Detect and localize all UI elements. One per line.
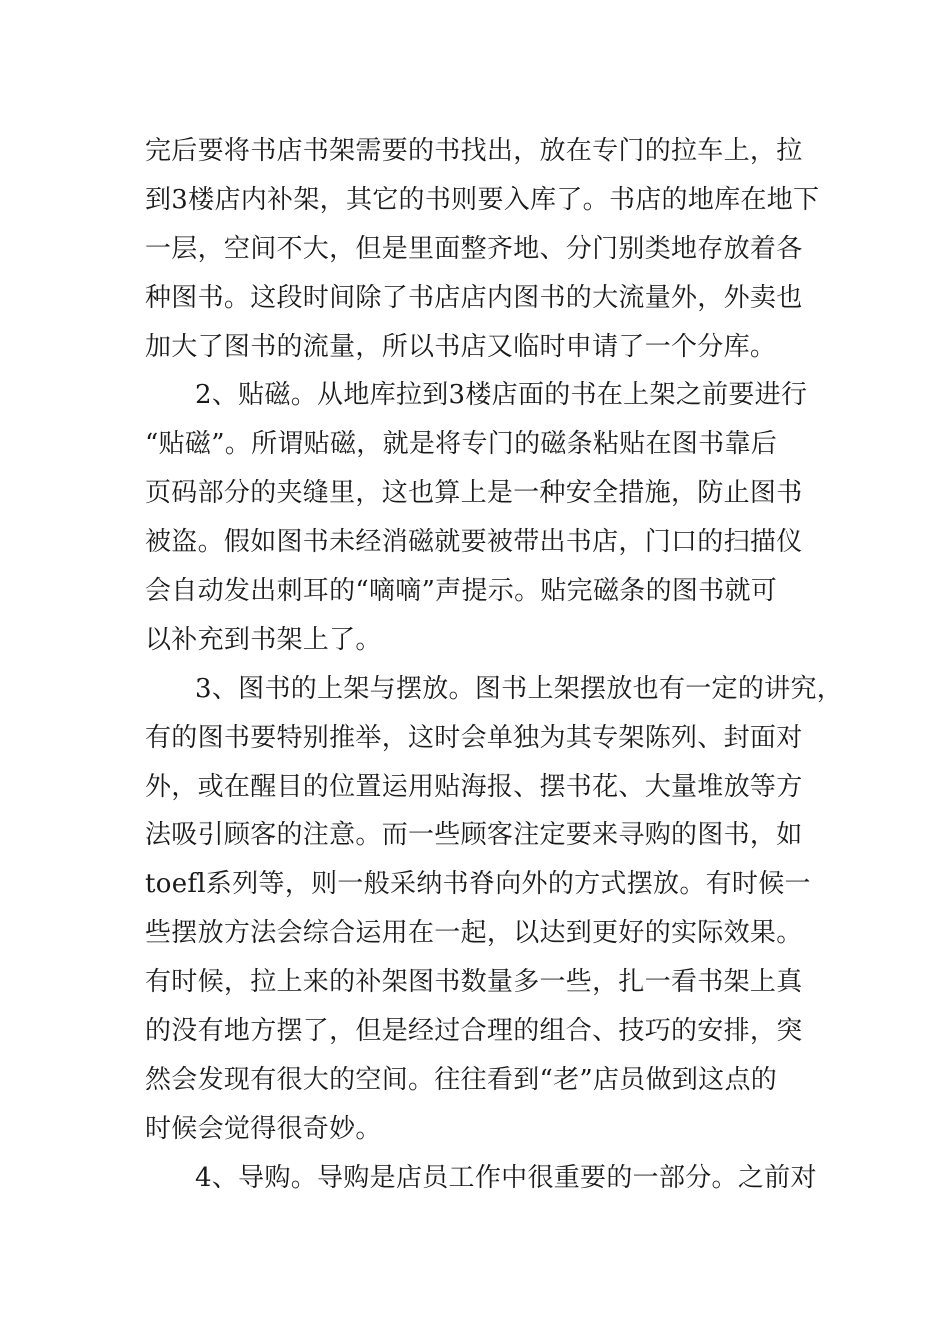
text-line: 有的图书要特别推举，这时会单独为其专架陈列、封面对 [145,722,803,753]
text-line: 一层，空间不大，但是里面整齐地、分门别类地存放着各 [145,233,803,264]
text-line: 然会发现有很大的空间。往往看到“老”店员做到这点的 [145,1064,778,1095]
text-line: 3、图书的上架与摆放。图书上架摆放也有一定的讲究， [195,673,844,704]
text-line: 4、导购。导购是店员工作中很重要的一部分。之前对 [195,1162,817,1193]
text-line: 的没有地方摆了，但是经过合理的组合、技巧的安排，突 [145,1016,803,1047]
text-line: 以补充到书架上了。 [145,624,382,655]
text-line: 些摆放方法会综合运用在一起，以达到更好的实际效果。 [145,918,803,949]
text-line: 被盗。假如图书未经消磁就要被带出书店，门口的扫描仪 [145,527,803,558]
text-line: toefl系列等，则一般采纳书脊向外的方式摆放。有时候一 [145,869,811,900]
text-line: 种图书。这段时间除了书店店内图书的大流量外，外卖也 [145,282,803,313]
text-line: 页码部分的夹缝里，这也算上是一种安全措施，防止图书 [145,478,803,509]
body-text [145,127,844,1203]
text-line: 法吸引顾客的注意。而一些顾客注定要来寻购的图书，如 [145,820,803,851]
text-line: 会自动发出刺耳的“嘀嘀”声提示。贴完磁条的图书就可 [145,576,778,607]
text-line: 完后要将书店书架需要的书找出，放在专门的拉车上，拉 [145,136,803,166]
text-line: “贴磁”。所谓贴磁，就是将专门的磁条粘贴在图书靠后 [145,429,778,460]
text-line: 时候会觉得很奇妙。 [145,1113,382,1144]
text-line: 2、贴磁。从地库拉到3楼店面的书在上架之前要进行 [195,380,808,411]
text-line: 外，或在醒目的位置运用贴海报、摆书花、大量堆放等方 [145,771,803,802]
text-line: 到3楼店内补架，其它的书则要入库了。书店的地库在地下 [145,184,820,215]
text-line: 加大了图书的流量，所以书店又临时申请了一个分库。 [145,331,777,362]
text-line: 有时候，拉上来的补架图书数量多一些，扎一看书架上真 [145,967,803,998]
